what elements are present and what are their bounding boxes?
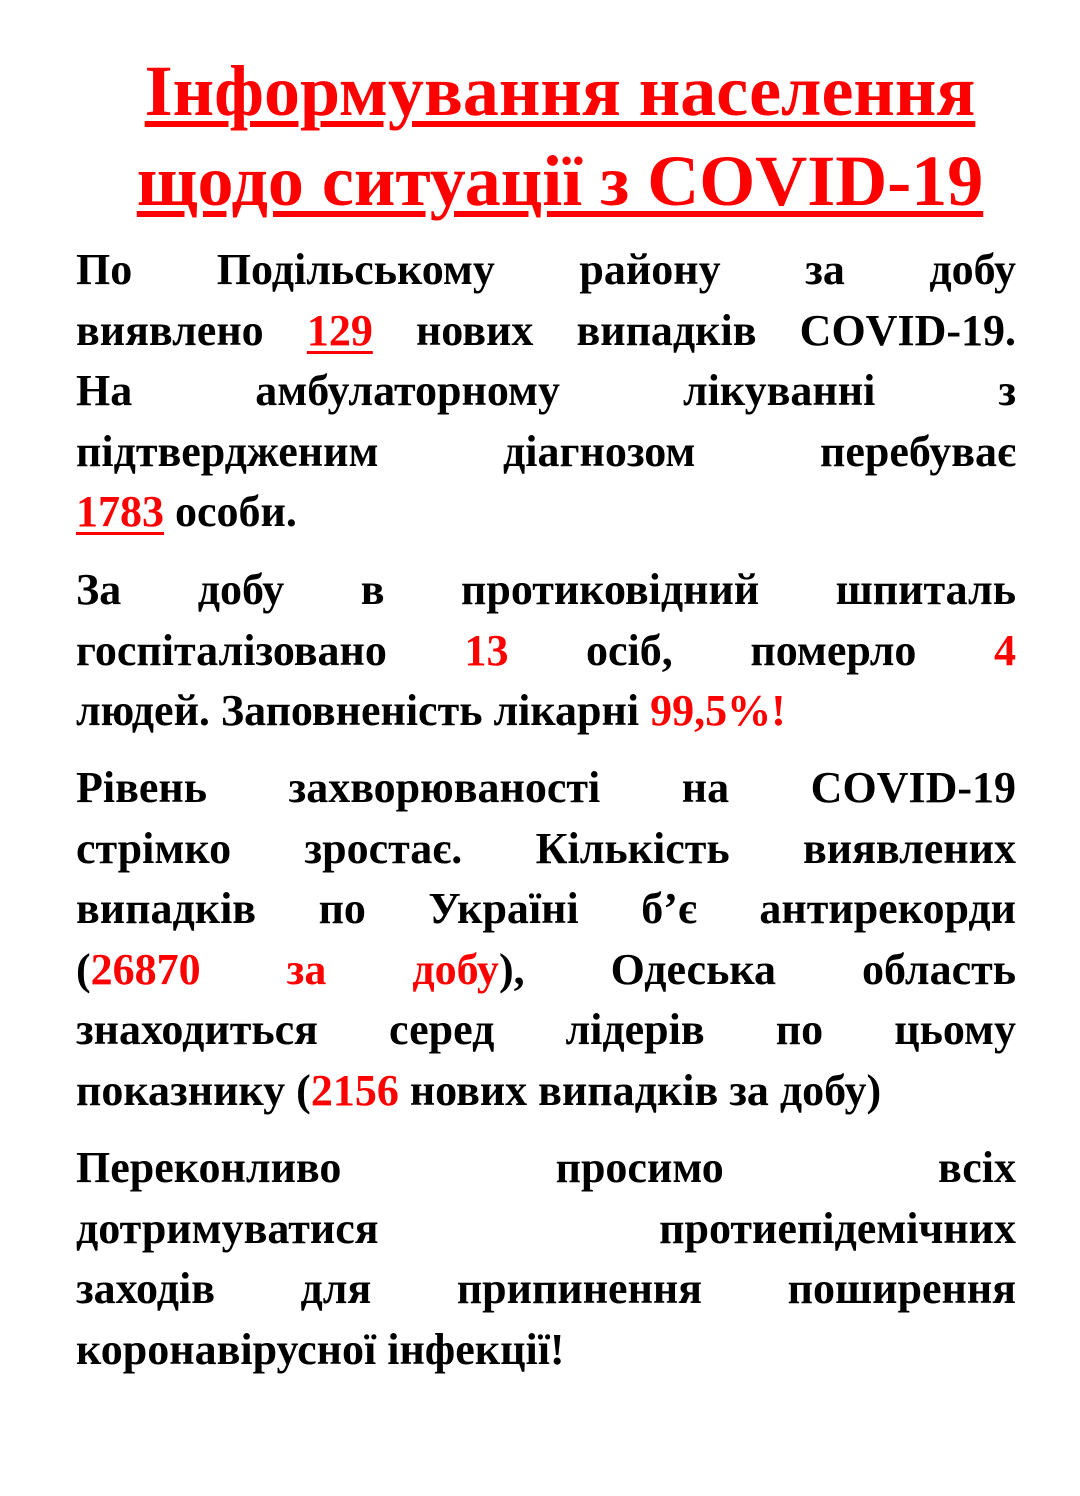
new-cases-count: 129	[306, 305, 373, 355]
p3-line-6	[76, 1061, 1016, 1122]
p2-line-1: За добу в протиковідний шпиталь	[76, 565, 1016, 614]
p2-line-3-pre: людей. Заповненість лікарні	[76, 686, 651, 735]
odesa-cases-count: 2156	[310, 1065, 399, 1115]
p4-line-2: дотримуватися протиепідемічних	[76, 1203, 1016, 1253]
p3-line-5: знаходиться серед лідерів по цьому	[76, 1005, 1016, 1054]
p2-line-2-pre: госпіталізовано	[76, 625, 465, 675]
occupancy-rate: 99,5%!	[650, 686, 786, 735]
p3-line-4	[76, 940, 1016, 1001]
p3-line-3: випадків по Україні б’є антирекорди	[76, 884, 1016, 933]
appeal-paragraph	[76, 1138, 1016, 1380]
ukraine-cases-dobu: добу	[412, 944, 499, 994]
p1-line-5-post: особи.	[164, 487, 297, 536]
p1-line-2-post: нових випадків COVID-19.	[372, 305, 1016, 355]
p1-line-1: По Подільському району за добу	[76, 245, 1016, 294]
p4-line-4: коронавірусної інфекції!	[76, 1324, 565, 1374]
district-cases-paragraph	[76, 240, 1016, 543]
ukraine-cases-za: за	[286, 944, 327, 994]
ukraine-cases-count: 26870	[90, 944, 201, 994]
outpatients-count: 1783	[76, 487, 164, 536]
notice-title	[60, 46, 1060, 226]
p2-line-2-mid: осіб, померло	[508, 625, 994, 675]
deaths-count: 4	[994, 625, 1016, 675]
p3-line-6-post: нових випадків за добу)	[398, 1065, 882, 1115]
p1-line-3: На амбулаторному лікуванні з	[76, 366, 1016, 415]
p2-line-3	[76, 681, 1016, 742]
p1-line-2	[76, 301, 1016, 362]
p2-line-2	[76, 621, 1016, 682]
p3-line-4-post: ), Одеська область	[498, 944, 1017, 994]
title-line-1: Інформування населення	[144, 51, 976, 131]
p1-line-4: підтвердженим діагнозом перебуває	[76, 426, 1016, 476]
hospitalized-count: 13	[464, 625, 509, 675]
hospital-paragraph	[76, 560, 1016, 742]
p3-line-1: Рівень захворюваності на COVID-19	[76, 763, 1016, 812]
title-line-2: щодо ситуації з COVID-19	[136, 141, 984, 221]
p3-line-6-pre: показнику (	[76, 1065, 311, 1115]
p3-line-4-open: (	[76, 944, 91, 994]
p1-line-2-pre: виявлено	[76, 305, 307, 355]
p4-line-3: заходів для припинення поширення	[76, 1264, 1016, 1313]
p3-line-2: стрімко зростає. Кількість виявлених	[76, 823, 1016, 873]
p1-line-5	[76, 482, 1016, 543]
p4-line-1: Переконливо просимо всіх	[76, 1143, 1016, 1192]
incidence-paragraph	[76, 758, 1016, 1121]
